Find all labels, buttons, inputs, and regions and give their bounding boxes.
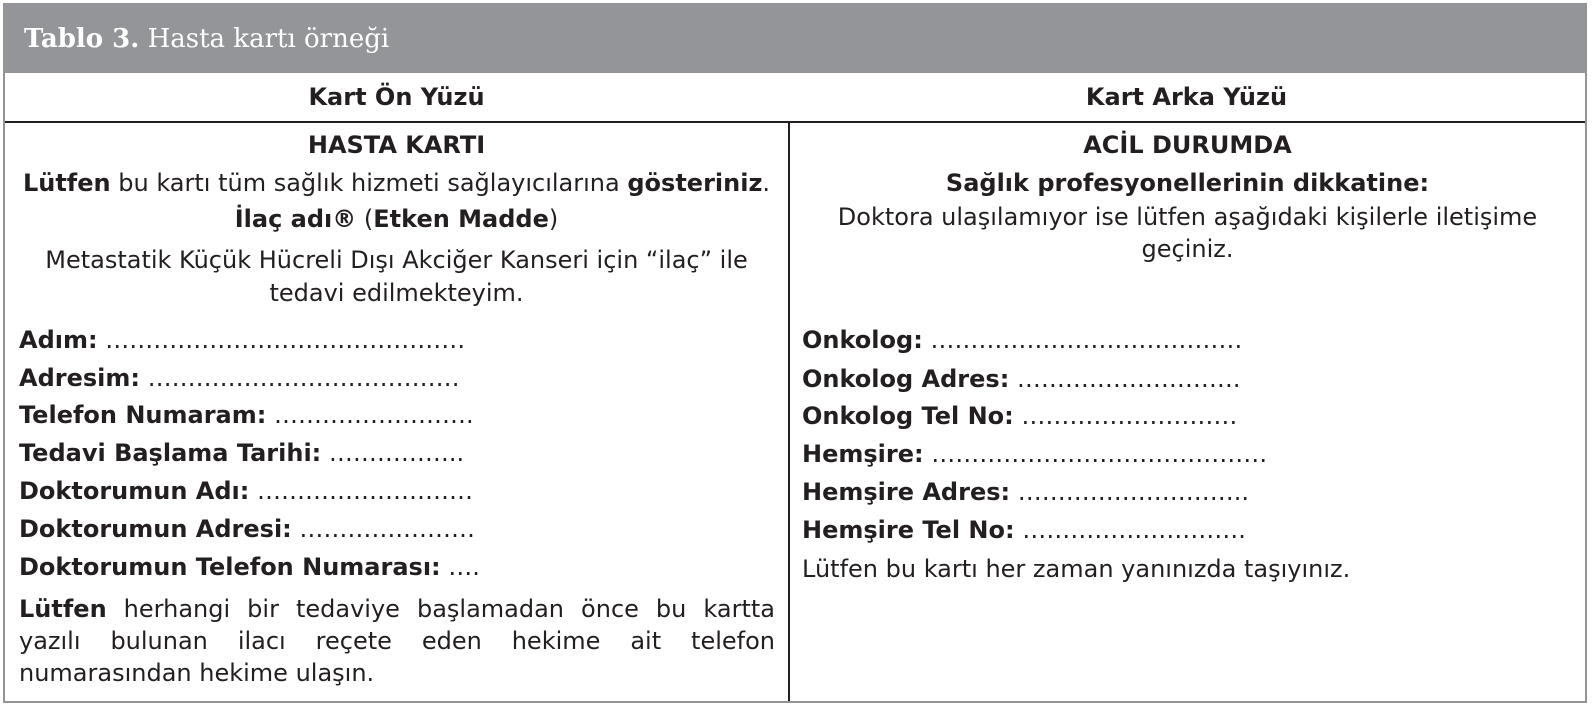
field-label: Adresim:: [19, 364, 140, 392]
card-back-column: [790, 123, 1585, 701]
field-dots: ………………………………………: [97, 326, 466, 354]
field-oncologist-address: [802, 365, 1241, 393]
front-line1: [5, 169, 788, 197]
front-line1-b: bu kartı tüm sağlık hizmeti sağlayıcılarına: [110, 169, 628, 197]
field-start-date: [19, 439, 464, 467]
field-dots: ………….………: [291, 515, 476, 543]
back-desc-line2: geçiniz.: [1141, 235, 1234, 263]
field-nurse-phone: [802, 516, 1246, 544]
front-line1-c: gösteriniz: [627, 169, 763, 197]
front-note: [19, 593, 775, 689]
front-line1-d: .: [762, 169, 771, 197]
field-doctor-name: [19, 477, 473, 505]
front-line2-d: ): [548, 205, 559, 233]
field-dots: ………………………: [249, 477, 474, 505]
field-oncologist-phone: [802, 402, 1237, 430]
table-frame: [3, 3, 1587, 703]
table-number: Tablo 3.: [24, 24, 140, 54]
field-label: Adım:: [19, 326, 98, 354]
back-desc-line1: Doktora ulaşılamıyor ise lütfen aşağıdaki kişilerle iletişime: [837, 203, 1538, 231]
field-dots: ………………………..: [1010, 478, 1249, 506]
field-label: Telefon Numaram:: [19, 401, 267, 429]
field-dots: …………………….: [266, 401, 474, 429]
front-line2: [5, 205, 788, 233]
field-label: Onkolog:: [802, 326, 923, 354]
field-dots: ………………………: [1013, 402, 1238, 430]
front-line2-c: Etken Madde: [373, 205, 549, 233]
header-front: Kart Ön Yüzü: [308, 83, 485, 111]
field-dots: ……………..: [321, 439, 465, 467]
field-phone: [19, 401, 474, 429]
field-label: Hemşire Adres:: [802, 478, 1011, 506]
header-back: Kart Arka Yüzü: [1085, 83, 1288, 111]
front-note-bold: Lütfen: [19, 595, 107, 623]
table-title-bar: [5, 5, 1585, 73]
field-doctor-phone: [19, 553, 480, 581]
back-subheading: Sağlık profesyonellerinin dikkatine:: [945, 169, 1430, 197]
field-oncologist: [802, 326, 1242, 354]
header-row: [5, 73, 1585, 123]
field-dots: ……………………….: [1014, 516, 1246, 544]
field-dots: …………………………………: [139, 364, 460, 392]
back-heading: ACİL DURUMDA: [1083, 131, 1292, 159]
field-label: Hemşire Tel No:: [802, 516, 1015, 544]
back-note: Lütfen bu kartı her zaman yanınızda taşıyınız.: [802, 555, 1351, 583]
field-nurse-address: [802, 478, 1249, 506]
field-doctor-address: [19, 515, 475, 543]
field-label: Tedavi Başlama Tarihi:: [19, 439, 322, 467]
field-label: Onkolog Adres:: [802, 365, 1010, 393]
field-nurse: [802, 440, 1267, 468]
field-label: Hemşire:: [802, 440, 924, 468]
front-heading: HASTA KARTI: [307, 131, 486, 159]
front-desc-line2: tedavi edilmekteyim.: [269, 279, 524, 307]
field-name: [19, 326, 465, 354]
field-address: [19, 364, 460, 392]
front-line2-b: (: [356, 205, 374, 233]
front-line2-a: İlaç adı®: [234, 205, 357, 233]
front-note-text: herhangi bir tedaviye başlamadan önce bu kartta yazılı bulunan ilacı reçete eden hekime ait telefon numarasından hekime ulaşın.: [19, 595, 775, 687]
field-label: Doktorumun Adı:: [19, 477, 250, 505]
field-dots: ….: [440, 553, 480, 581]
table-caption: Hasta kartı örneği: [147, 24, 390, 54]
field-dots: ……………………………………: [923, 440, 1268, 468]
field-dots: …………………………………: [922, 326, 1243, 354]
field-label: Doktorumun Adresi:: [19, 515, 292, 543]
field-label: Onkolog Tel No:: [802, 402, 1014, 430]
field-dots: ……………………….: [1009, 365, 1241, 393]
card-front-column: [5, 123, 788, 701]
front-desc-line1: Metastatik Küçük Hücreli Dışı Akciğer Kanseri için “ilaç” ile: [45, 246, 748, 274]
field-label: Doktorumun Telefon Numarası:: [19, 553, 441, 581]
front-line1-a: Lütfen: [22, 169, 111, 197]
